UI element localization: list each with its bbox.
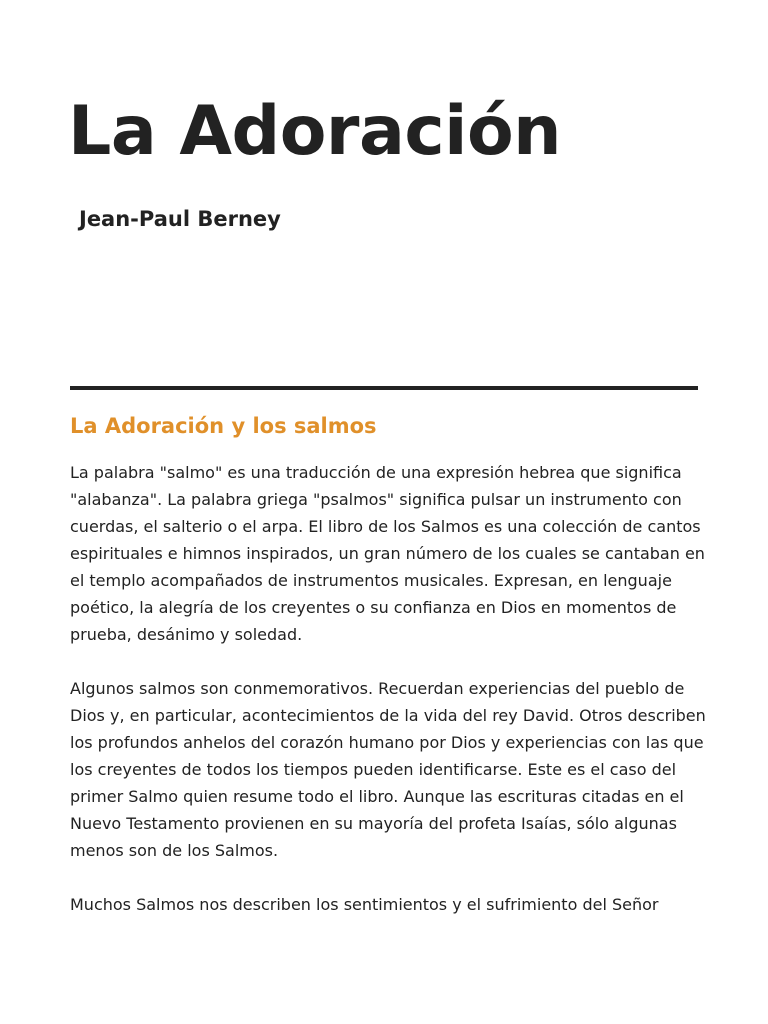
paragraph-line: Dios y, en particular, acontecimientos de la vida del rey David. Otros describen <box>70 706 706 725</box>
paragraph-line: Muchos Salmos nos describen los sentimientos y el sufrimiento del Señor <box>70 895 659 914</box>
paragraph-1 <box>70 459 706 648</box>
paragraph-line: Algunos salmos son conmemorativos. Recuerdan experiencias del pueblo de <box>70 679 685 698</box>
section-body <box>70 459 706 945</box>
paragraph-line: poético, la alegría de los creyentes o su confianza en Dios en momentos de <box>70 598 677 617</box>
paragraph-3 <box>70 891 706 918</box>
paragraph-line: La palabra "salmo" es una traducción de una expresión hebrea que significa <box>70 463 682 482</box>
paragraph-line: "alabanza". La palabra griega "psalmos" significa pulsar un instrumento con <box>70 490 682 509</box>
paragraph-line: primer Salmo quien resume todo el libro. Aunque las escrituras citadas en el <box>70 787 684 806</box>
paragraph-line: cuerdas, el salterio o el arpa. El libro de los Salmos es una colección de cantos <box>70 517 701 536</box>
paragraph-line: menos son de los Salmos. <box>70 841 279 860</box>
paragraph-line: el templo acompañados de instrumentos musicales. Expresan, en lenguaje <box>70 571 672 590</box>
book-title: La Adoración <box>68 92 562 171</box>
paragraph-line: espirituales e himnos inspirados, un gran número de los cuales se cantaban en <box>70 544 705 563</box>
paragraph-line: los creyentes de todos los tiempos pueden identificarse. Este es el caso del <box>70 760 677 779</box>
section-heading: La Adoración y los salmos <box>70 414 377 438</box>
paragraph-line: los profundos anhelos del corazón humano por Dios y experiencias con las que <box>70 733 704 752</box>
paragraph-line: Nuevo Testamento provienen en su mayoría del profeta Isaías, sólo algunas <box>70 814 677 833</box>
author-name: Jean-Paul Berney <box>79 207 281 231</box>
section-divider <box>70 386 698 390</box>
paragraph-line: prueba, desánimo y soledad. <box>70 625 303 644</box>
paragraph-2 <box>70 675 706 864</box>
